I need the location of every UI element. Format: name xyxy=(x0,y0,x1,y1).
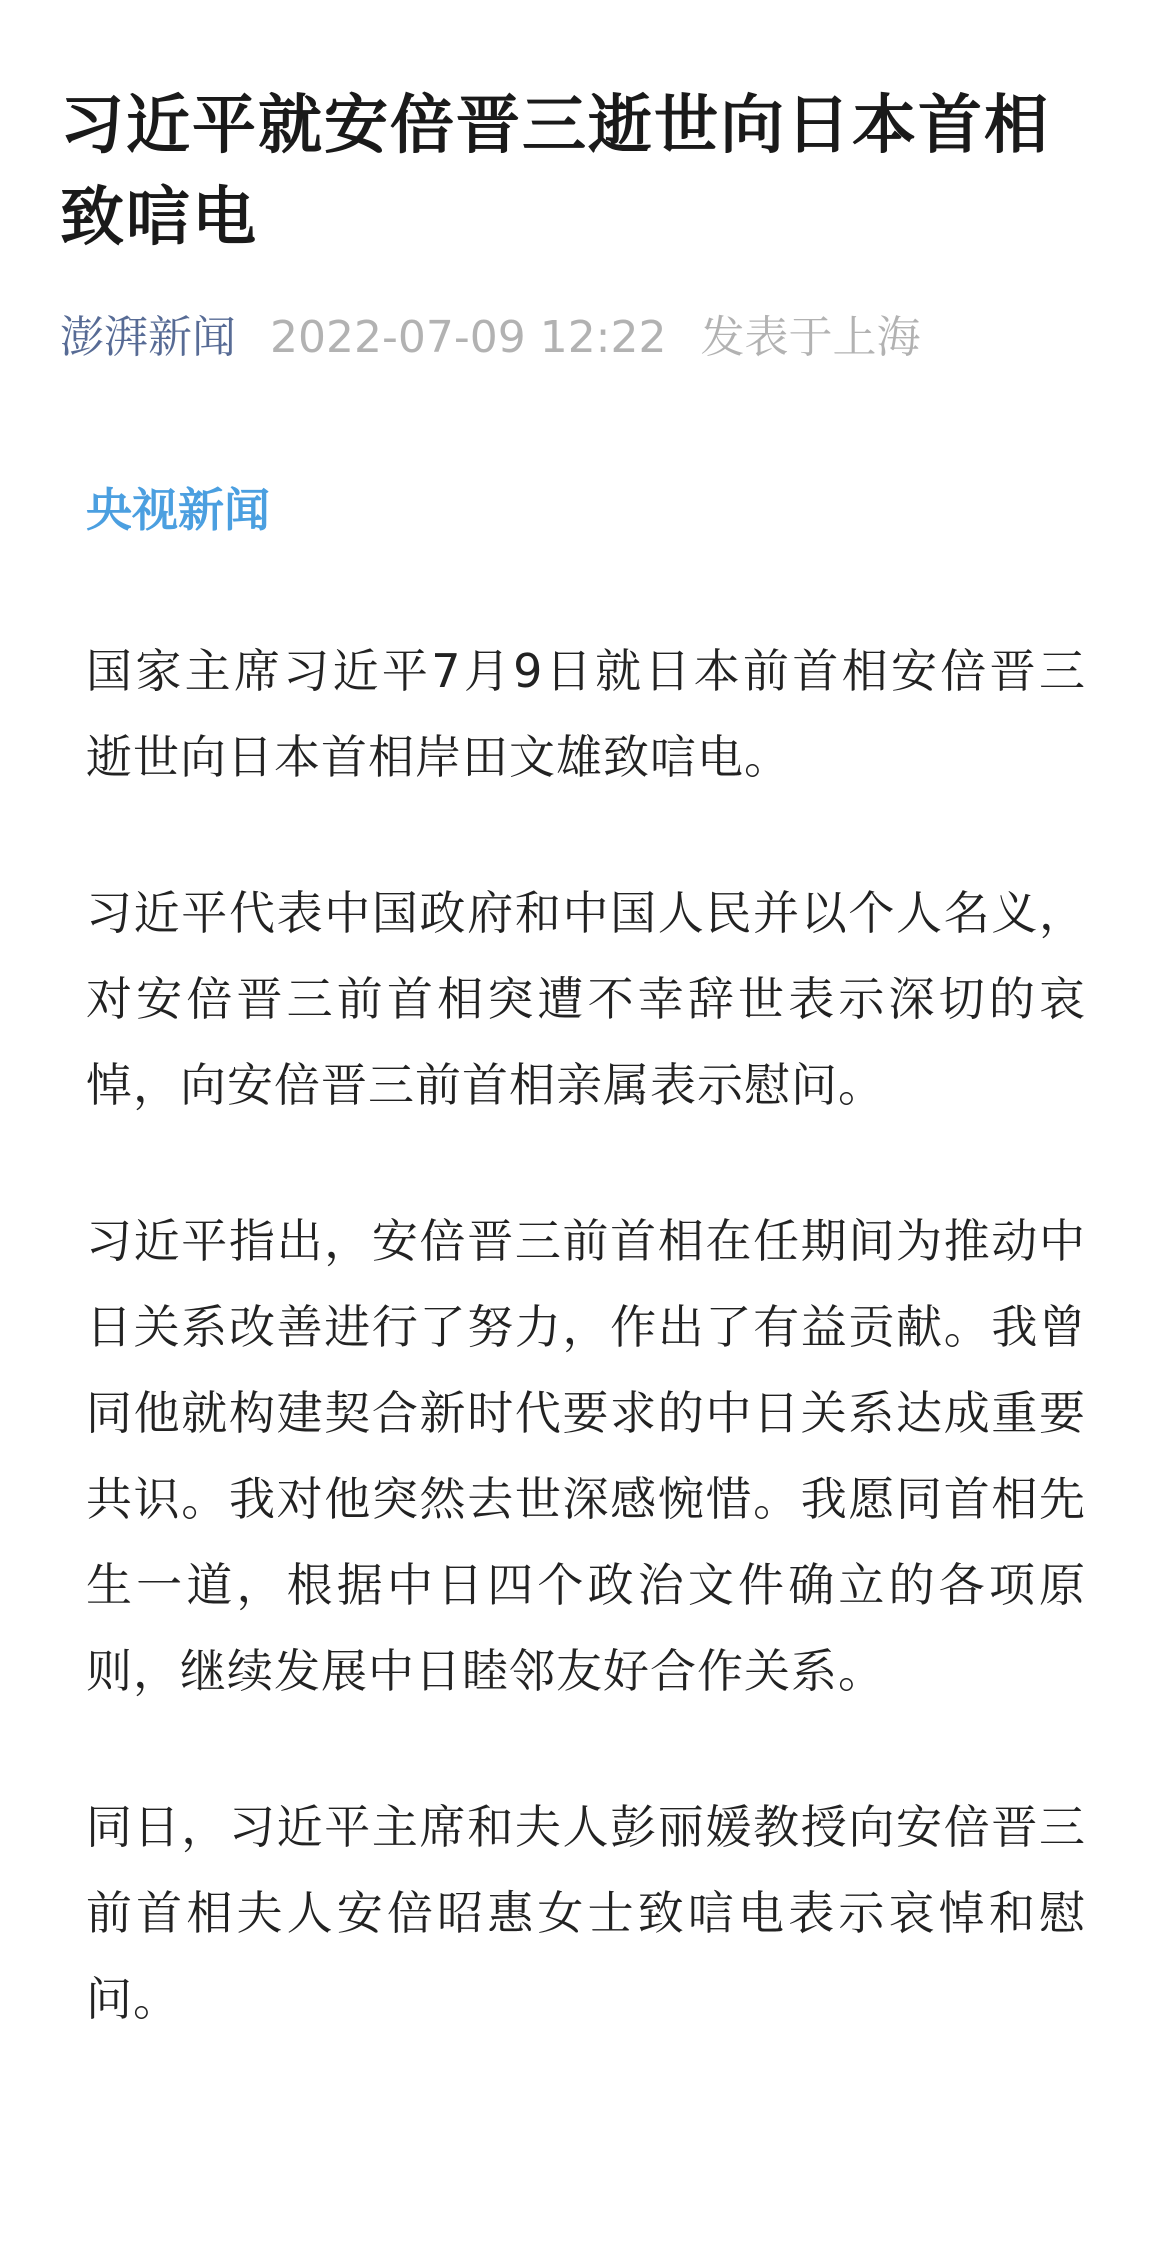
source-account-link[interactable]: 澎湃新闻 xyxy=(60,312,236,363)
publish-location: 发表于上海 xyxy=(700,312,921,363)
article-title: 习近平就安倍晋三逝世向日本首相致唁电 xyxy=(60,89,1050,255)
paragraph-1: 国家主席习近平7月9日就日本前首相安倍晋三逝世向日本首相岸田文雄致唁电。 xyxy=(86,644,1086,784)
article-meta xyxy=(60,308,921,368)
paragraph-3: 习近平指出，安倍晋三前首相在任期间为推动中日关系改善进行了努力，作出了有益贡献。我曾同他就构建契合新时代要求的中日关系达成重要共识。我对他突然去世深感惋惜。我愿同首相先生一道，根据中日四个政治文件确立的各项原则，继续发展中日睦邻友好合作关系。 xyxy=(86,1214,1086,1698)
paragraph-2: 习近平代表中国政府和中国人民并以个人名义，对安倍晋三前首相突遭不幸辞世表示深切的哀悼，向安倍晋三前首相亲属表示慰问。 xyxy=(86,886,1086,1112)
article-body xyxy=(86,480,1086,2042)
byline: 央视新闻 xyxy=(86,483,270,537)
publish-date: 2022-07-09 12:22 xyxy=(270,312,667,363)
paragraph-4: 同日，习近平主席和夫人彭丽媛教授向安倍晋三前首相夫人安倍昭惠女士致唁电表示哀悼和慰问。 xyxy=(86,1800,1086,2026)
